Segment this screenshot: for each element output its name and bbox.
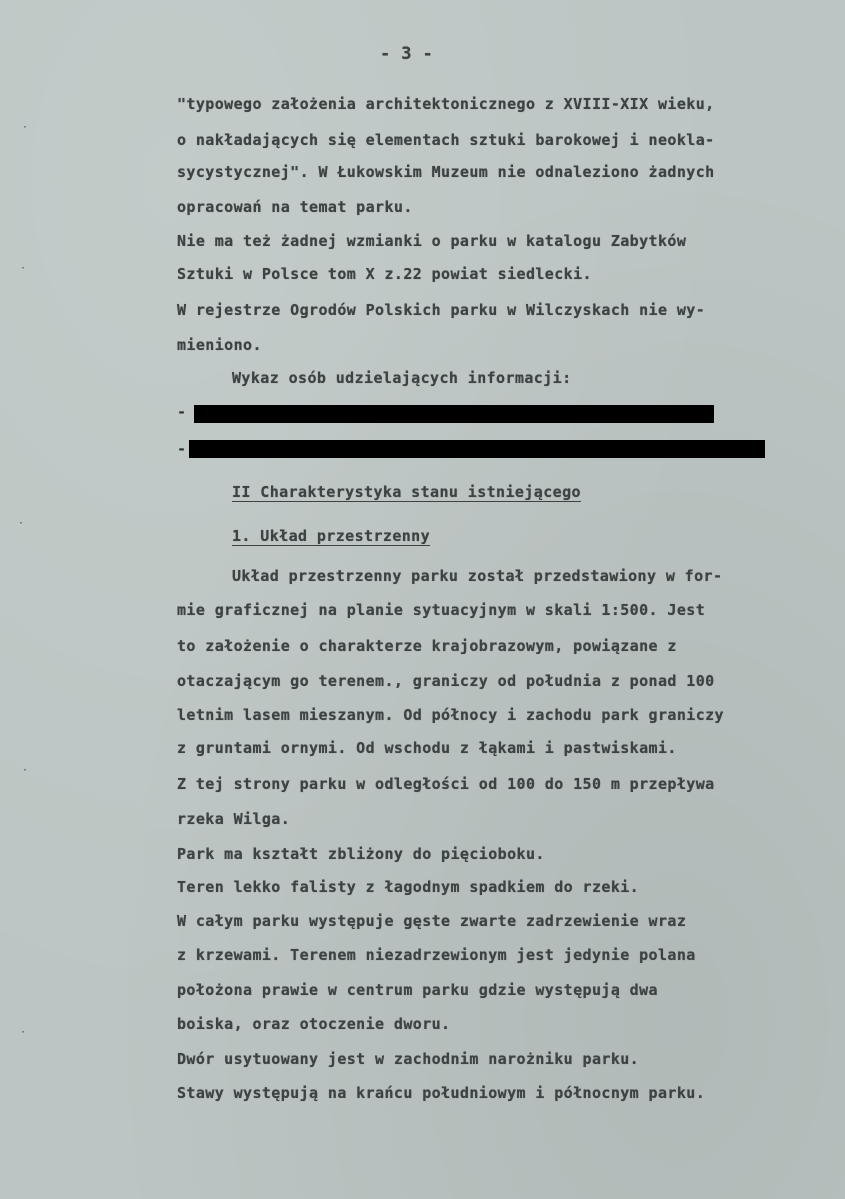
- redaction-bar: [189, 440, 765, 458]
- text-line: Układ przestrzenny parku został przedstawiony w for-: [232, 567, 723, 585]
- subsection-heading: 1. Układ przestrzenny: [232, 527, 431, 545]
- informants-heading: Wykaz osób udzielających informacji:: [232, 369, 572, 387]
- text-line: położona prawie w centrum parku gdzie występują dwa: [177, 981, 658, 999]
- margin-speck: ·: [20, 263, 27, 274]
- text-line: otaczającym go terenem., graniczy od południa z ponad 100: [177, 672, 715, 690]
- section-heading: II Charakterystyka stanu istniejącego: [232, 483, 581, 501]
- text-line: Sztuki w Polsce tom X z.22 powiat siedlecki.: [177, 265, 592, 283]
- text-line: Dwór usytuowany jest w zachodnim narożniku parku.: [177, 1050, 640, 1068]
- page-number: - 3 -: [380, 44, 434, 64]
- text-line: Nie ma też żadnej wzmianki o parku w katalogu Zabytków: [177, 232, 687, 250]
- text-line: Stawy występują na krańcu południowym i północnym parku.: [177, 1084, 706, 1102]
- margin-speck: ·: [22, 122, 29, 133]
- list-bullet: -: [177, 403, 187, 421]
- text-line: z krzewami. Terenem niezadrzewionym jest jedynie polana: [177, 946, 696, 964]
- margin-speck: ·: [22, 765, 29, 776]
- text-line: W całym parku występuje gęste zwarte zadrzewienie wraz: [177, 912, 687, 930]
- text-line: "typowego założenia architektonicznego z XVIII-XIX wieku,: [177, 95, 715, 113]
- text-line: rzeka Wilga.: [177, 810, 291, 828]
- list-bullet: -: [177, 440, 187, 458]
- margin-speck: ·: [20, 1027, 27, 1038]
- redaction-bar: [194, 405, 714, 423]
- text-line: mie graficznej na planie sytuacyjnym w skali 1:500. Jest: [177, 601, 706, 619]
- margin-speck: ·: [18, 518, 25, 529]
- text-line: letnim lasem mieszanym. Od północy i zachodu park graniczy: [177, 706, 724, 724]
- text-line: mieniono.: [177, 336, 262, 354]
- text-line: Park ma kształt zbliżony do pięcioboku.: [177, 845, 545, 863]
- text-line: Z tej strony parku w odległości od 100 do 150 m przepływa: [177, 775, 715, 793]
- text-line: sycystycznej". W Łukowskim Muzeum nie odnaleziono żadnych: [177, 163, 715, 181]
- text-line: z gruntami ornymi. Od wschodu z łąkami i pastwiskami.: [177, 739, 677, 757]
- text-line: o nakładających się elementach sztuki barokowej i neokla-: [177, 131, 715, 149]
- text-line: Teren lekko falisty z łagodnym spadkiem do rzeki.: [177, 878, 640, 896]
- text-line: boiska, oraz otoczenie dworu.: [177, 1015, 451, 1033]
- text-line: to założenie o charakterze krajobrazowym, powiązane z: [177, 637, 677, 655]
- text-line: opracowań na temat parku.: [177, 198, 413, 216]
- text-line: W rejestrze Ogrodów Polskich parku w Wilczyskach nie wy-: [177, 301, 706, 319]
